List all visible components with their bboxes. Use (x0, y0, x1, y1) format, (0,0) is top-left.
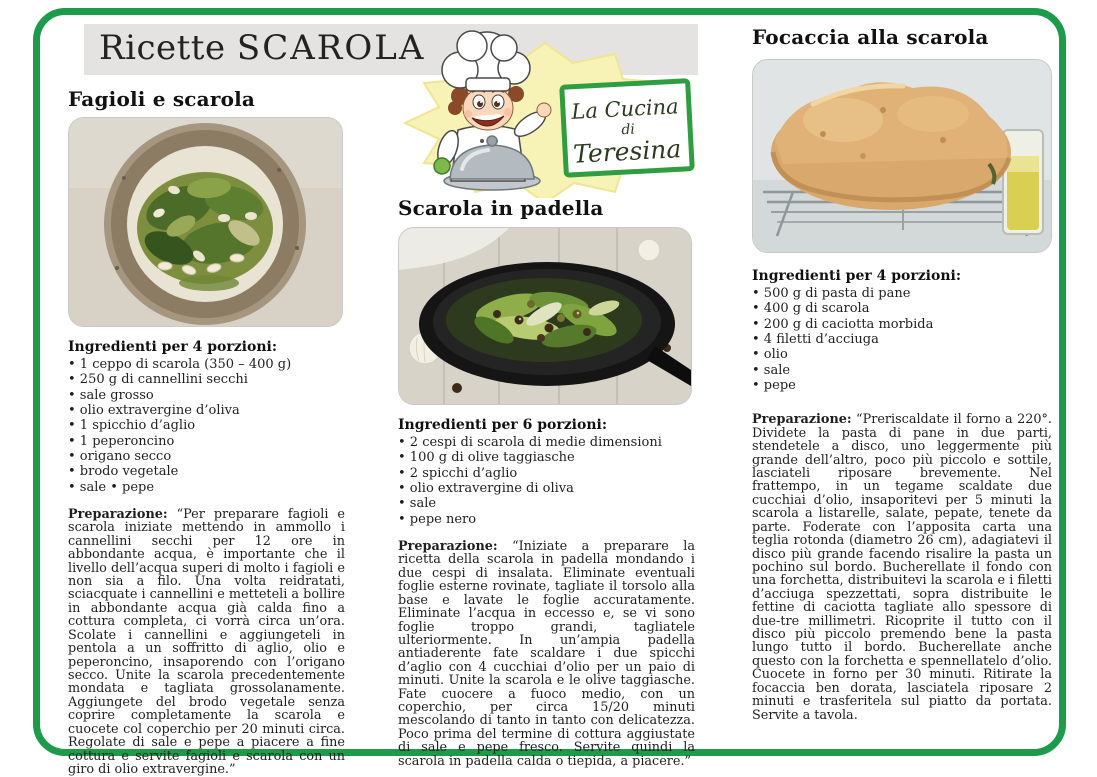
ingredient-item: • origano secco (68, 448, 172, 464)
page-title-prefix: Ricette (99, 28, 226, 68)
logo-sign (562, 81, 692, 175)
ingredients-list (398, 435, 695, 527)
chef-illustration (392, 28, 698, 198)
recipe-focaccia-alla-scarola (752, 26, 1052, 722)
recipe-scarola-in-padella (398, 197, 695, 768)
page-title-main: SCAROLA (236, 28, 426, 68)
ingredient-item: • pepe (752, 377, 796, 393)
ingredient-item: • 250 g di cannellini secchi (68, 372, 248, 388)
ingredient-item: • olio extravergine di oliva (398, 480, 574, 496)
recipe-title: Focaccia alla scarola (752, 25, 989, 49)
ingredient-item: • sale • pepe (68, 479, 155, 495)
ingredient-item: • 200 g di caciotta morbida (752, 316, 934, 332)
logo-text-line2: di (620, 121, 636, 139)
fagioli-e-scarola-photo (68, 117, 343, 327)
ingredient-item: • olio (752, 347, 788, 363)
ingredient-item: • olio extravergine d’oliva (68, 402, 240, 418)
recipe-fagioli-e-scarola (68, 88, 345, 776)
page-title (99, 28, 426, 68)
logo-text-line3: Teresina (572, 134, 682, 169)
ingredient-item: • 2 spicchi d’aglio (398, 465, 518, 481)
ingredient-item: • 4 filetti d’acciuga (752, 331, 879, 347)
ingredient-item: • 500 g di pasta di pane (752, 286, 911, 301)
recipe-title: Fagioli e scarola (68, 87, 256, 111)
ingredient-item: • 100 g di olive taggiasche (398, 450, 575, 466)
logo-text-line1: La Cucina (570, 94, 680, 124)
preparation-text: Preparazione: “Iniziate a preparare la ricetta della scarola in padella mondando i due cespi di insalata. Eliminate eventuali foglie esterne rovinate, tagliate il torsolo alla base e lavate le foglie accuratamente. Eliminate l’acqua in eccesso e, se vi sono foglie troppo grandi, tagliatele ulteriormente. In un’ampia padella antiaderente fate scaldare i due spicchi d’aglio con 4 cucchiai d’olio per un paio di minuti. Unite la scarola e le olive taggiasche. Fate cuocere a fuoco medio, con un coperchio, per circa 15/20 minuti mescolando di tanto in tanto con delicatezza. Poco prima del termine di cottura aggiustate di sale e pepe fresco. Servite quindi la scarola in padella calda o tiepida, a piacere.” (398, 538, 695, 769)
la-cucina-di-teresina-logo (392, 28, 698, 198)
preparation-label: Preparazione: (398, 538, 498, 554)
ingredients-heading: Ingredienti per 6 porzioni: (398, 417, 607, 433)
ingredient-item: • sale grosso (68, 387, 154, 403)
preparation-label: Preparazione: (752, 412, 852, 428)
ingredient-item: • brodo vegetale (68, 464, 179, 480)
ingredient-item: • 1 spicchio d’aglio (68, 418, 196, 434)
scarola-in-padella-photo (398, 227, 692, 405)
ingredient-item: • sale (752, 362, 791, 378)
ingredients-heading: Ingredienti per 4 porzioni: (68, 339, 277, 355)
ingredient-item: • pepe nero (398, 511, 477, 527)
ingredient-item: • 1 ceppo di scarola (350 – 400 g) (68, 357, 292, 372)
ingredients-list (68, 357, 345, 495)
ingredient-item: • 400 g di scarola (752, 301, 870, 317)
ingredients-list (752, 286, 1052, 393)
ingredient-item: • 1 peperoncino (68, 433, 175, 449)
preparation-text: Preparazione: “Per preparare fagioli e scarola iniziate mettendo in ammollo i cannellini secchi per 12 ore in abbondante acqua, è importante che il livello dell’acqua superi di molto i fagioli e non sia a filo. Una volta reidratati, sciacquate i cannellini e metteteli a bollire in abbondante acqua già calda fino a cottura completa, ci vorrà circa un’ora. Scolate i cannellini e aggiungeteli in pentola a un soffritto di aglio, olio e peperoncino, insaporendo con l’origano secco. Unite la scarola precedentemente mondata e tagliata grossolanamente. Aggiungete del brodo vegetale senza coprire completamente la scarola e cuocete col coperchio per 20 minuti circa. Regolate di sale e pepe a piacere a fine cottura e servite fagioli e scarola con un giro di olio extravergine.” (68, 506, 345, 777)
preparation-text: Preparazione: “Preriscaldate il forno a 220°. Dividete la pasta di pane in due parti, stendetele a disco, uno leggermente più grande dell’altro, poco più piccolo e sottile, lasciateli riposare brevemente. Nel frattempo, in un tegame scaldate due cucchiai d’olio, insaporitevi per 5 minuti la scarola a listarelle, salate, pepate, tenete da parte. Foderate con l’apposita carta una teglia rotonda (diametro 26 cm), adagiatevi il disco più grande facendo risalire la pasta un pochino sul bordo. Bucherellate il fondo con una forchetta, distribuitevi la scarola e i filetti d’acciuga spezzettati, sopra distribuite le fettine di caciotta tagliate allo spessore di due-tre millimetri. Ricoprite il tutto con il disco più piccolo premendo bene la pasta lungo tutto il bordo. Bucherellate anche questo con la forchetta e spennellatelo d’olio. Cuocete in forno per 30 minuti. Ritirate la focaccia ben dorata, lasciatela riposare 2 minuti e trasferitela sul piatto da portata. Servite a tavola. (752, 412, 1052, 723)
preparation-label: Preparazione: (68, 506, 168, 522)
recipe-title: Scarola in padella (398, 196, 604, 220)
ingredient-item: • sale (398, 496, 437, 512)
ingredient-item: • 2 cespi di scarola di medie dimensioni (398, 435, 662, 450)
ingredients-heading: Ingredienti per 4 porzioni: (752, 268, 961, 284)
focaccia-alla-scarola-photo (752, 59, 1052, 253)
